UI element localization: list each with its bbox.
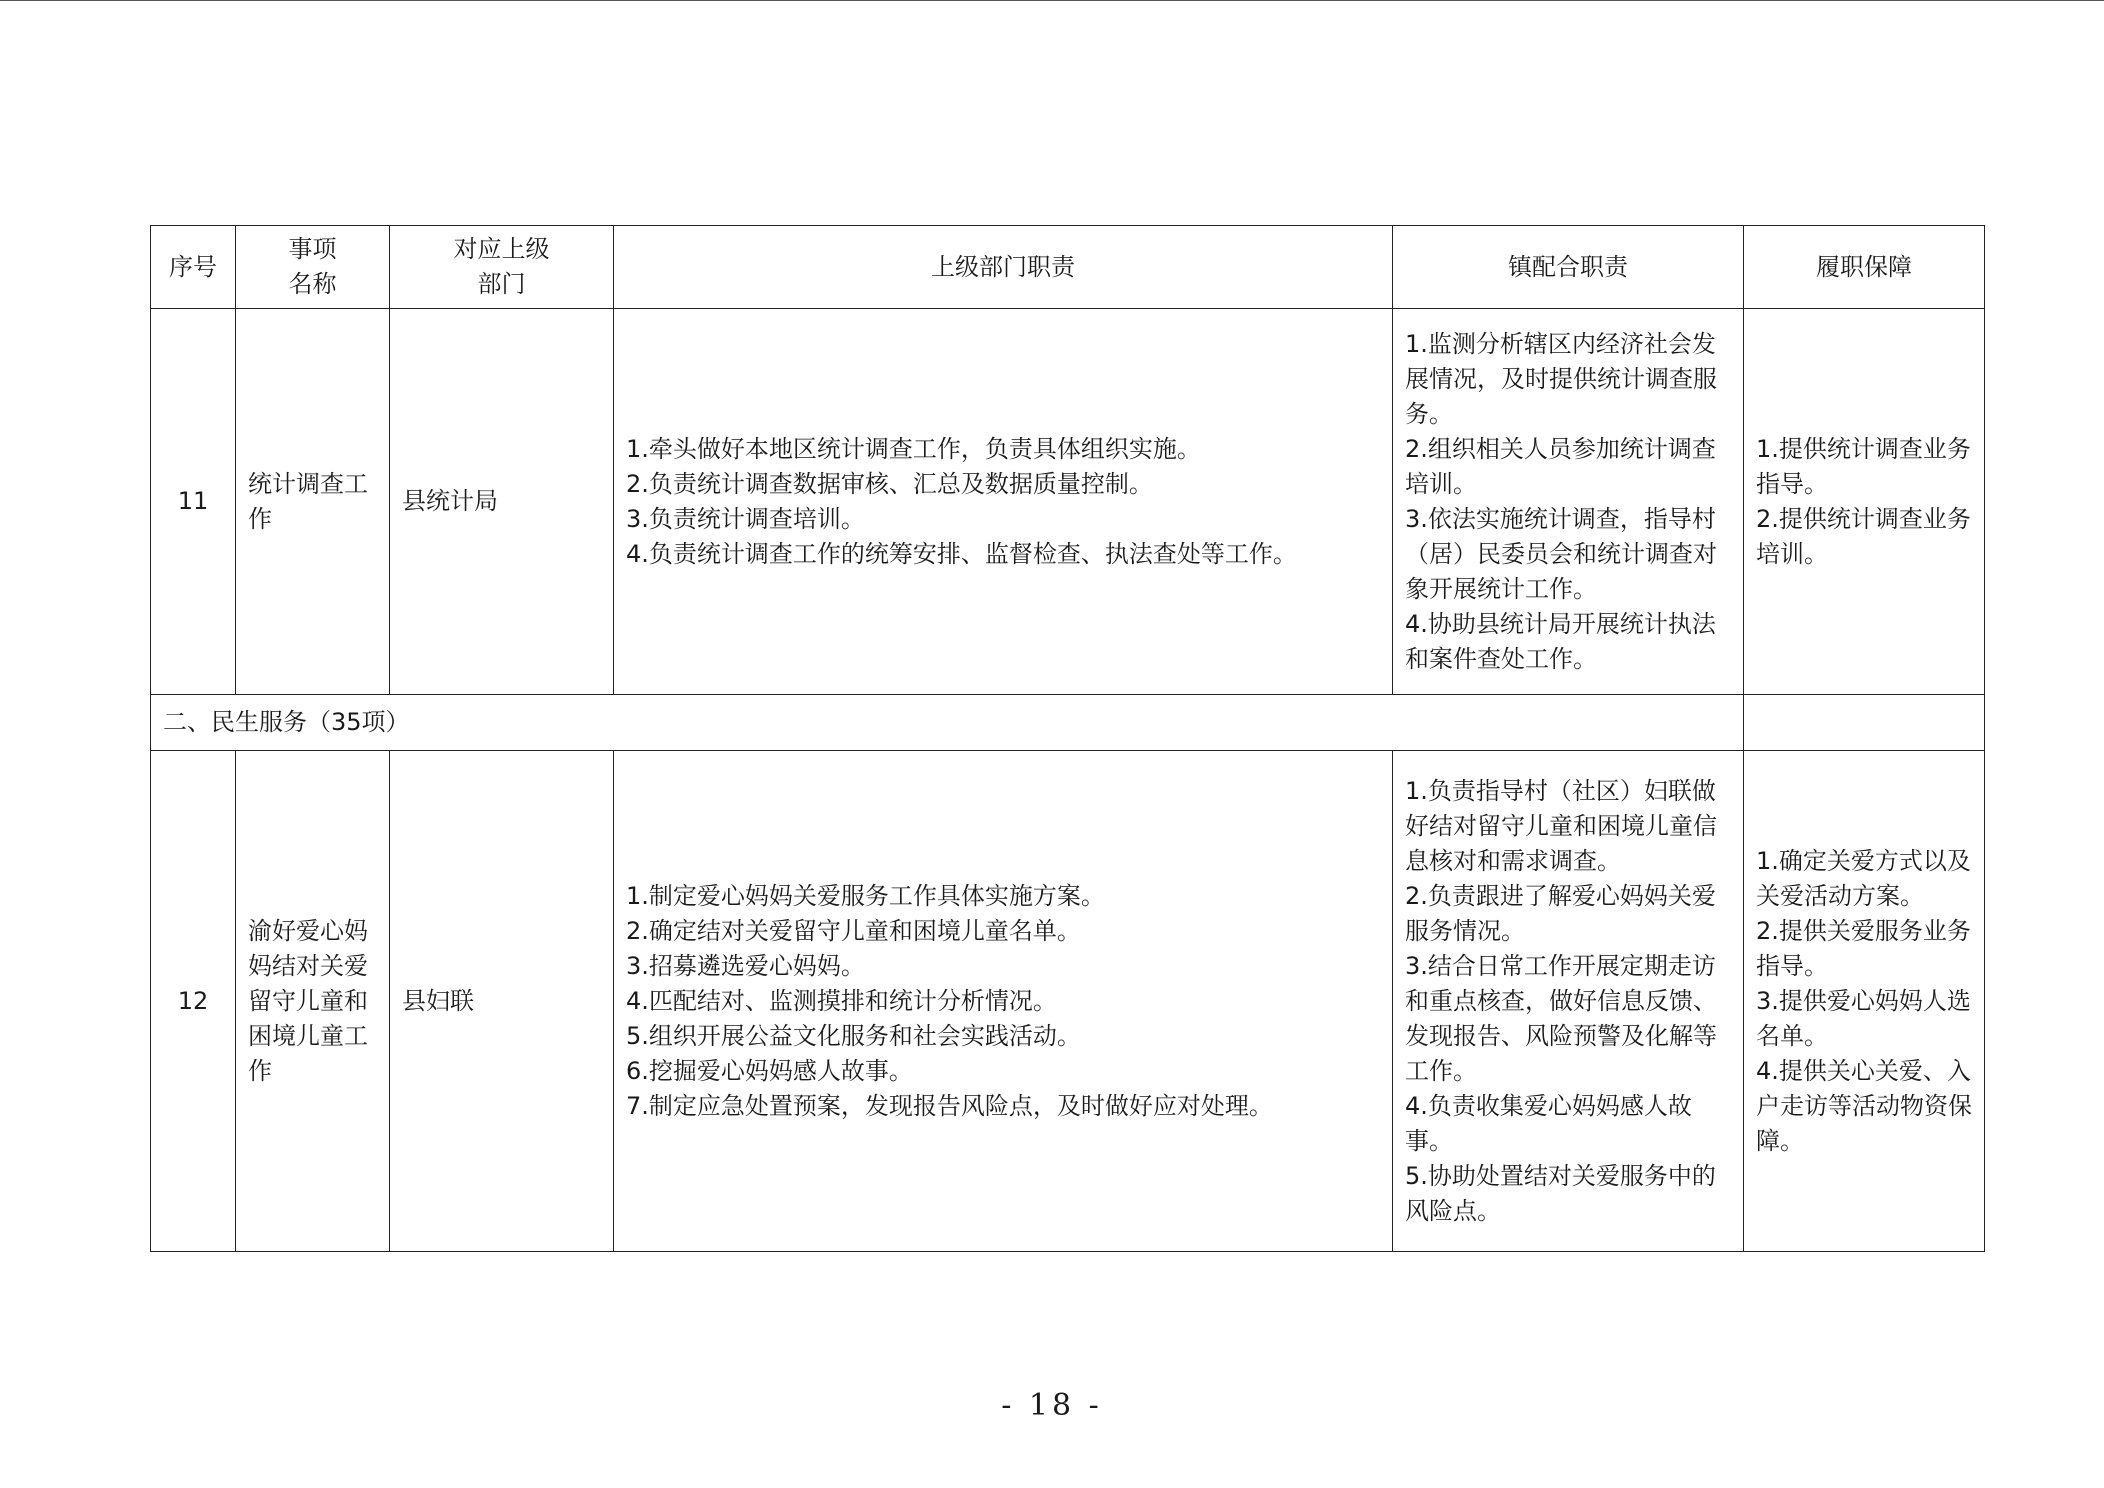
section-header-row xyxy=(151,695,1985,751)
row-item-name: 渝好爱心妈妈结对关爱留守儿童和困境儿童工作 xyxy=(236,751,390,1252)
header-department: 对应上级 部门 xyxy=(390,226,614,309)
row-department: 县统计局 xyxy=(390,309,614,695)
responsibility-table xyxy=(150,225,1985,1252)
row-superior-duties: 1.制定爱心妈妈关爱服务工作具体实施方案。 2.确定结对关爱留守儿童和困境儿童名单。 3.招募遴选爱心妈妈。 4.匹配结对、监测摸排和统计分析情况。 5.组织开展公益文化服务和社会实践活动。 6.挖掘爱心妈妈感人故事。 7.制定应急处置预案，发现报告风险点，及时做好应对处理。 xyxy=(614,751,1393,1252)
header-item-name: 事项 名称 xyxy=(236,226,390,309)
header-seq: 序号 xyxy=(151,226,236,309)
section-title: 二、民生服务（35项） xyxy=(151,695,1744,751)
row-seq: 12 xyxy=(151,751,236,1252)
section-empty-cell xyxy=(1744,695,1985,751)
table-header-row xyxy=(151,226,1985,309)
page-number: - 18 - xyxy=(1001,1388,1103,1423)
row-department: 县妇联 xyxy=(390,751,614,1252)
table-row xyxy=(151,751,1985,1252)
row-town-duties: 1.监测分析辖区内经济社会发展情况，及时提供统计调查服务。 2.组织相关人员参加统计调查培训。 3.依法实施统计调查，指导村（居）民委员会和统计调查对象开展统计工作。 4.协助县统计局开展统计执法和案件查处工作。 xyxy=(1393,309,1744,695)
row-guarantee: 1.确定关爱方式以及关爱活动方案。 2.提供关爱服务业务指导。 3.提供爱心妈妈人选名单。 4.提供关心关爱、入户走访等活动物资保障。 xyxy=(1744,751,1985,1252)
row-superior-duties: 1.牵头做好本地区统计调查工作，负责具体组织实施。 2.负责统计调查数据审核、汇总及数据质量控制。 3.负责统计调查培训。 4.负责统计调查工作的统筹安排、监督检查、执法查处等工作。 xyxy=(614,309,1393,695)
table-row xyxy=(151,309,1985,695)
header-guarantee: 履职保障 xyxy=(1744,226,1985,309)
page-top-border xyxy=(0,0,2104,1)
row-guarantee: 1.提供统计调查业务指导。 2.提供统计调查业务培训。 xyxy=(1744,309,1985,695)
header-town-duties: 镇配合职责 xyxy=(1393,226,1744,309)
header-superior-duties: 上级部门职责 xyxy=(614,226,1393,309)
row-item-name: 统计调查工作 xyxy=(236,309,390,695)
row-town-duties: 1.负责指导村（社区）妇联做好结对留守儿童和困境儿童信息核对和需求调查。 2.负责跟进了解爱心妈妈关爱服务情况。 3.结合日常工作开展定期走访和重点核查，做好信息反馈、发现报告、风险预警及化解等工作。 4.负责收集爱心妈妈感人故事。 5.协助处置结对关爱服务中的风险点。 xyxy=(1393,751,1744,1252)
row-seq: 11 xyxy=(151,309,236,695)
